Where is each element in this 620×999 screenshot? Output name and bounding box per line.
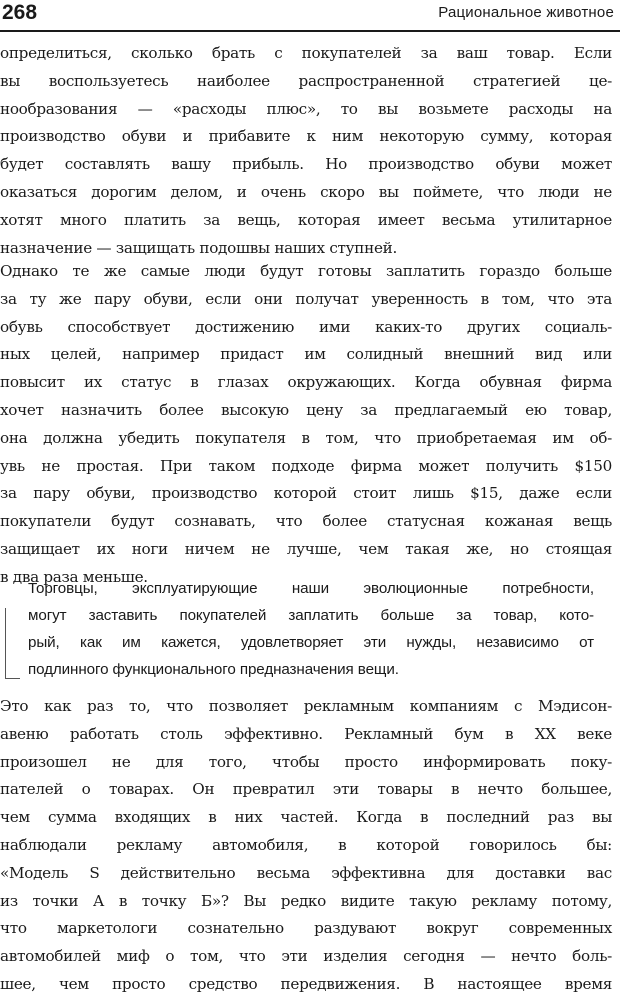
text-line: за ту же пару обуви, если они получат уверенность в том, что эта: [0, 289, 612, 308]
text-line: «Модель S действительно весьма эффективна для доставки вас: [0, 863, 612, 882]
pull-quote-line: рый, как им кажется, удовлетворяет эти нужды, независимо от: [28, 634, 594, 651]
text-line: нообразования — «расходы плюс», то вы возьмете расходы на: [0, 99, 612, 118]
running-title: Рациональное животное: [438, 4, 614, 21]
text-line: пателей о товарах. Он превратил эти товары в нечто большее,: [0, 780, 612, 799]
body-paragraph-2: [0, 258, 612, 592]
text-line: определиться, сколько брать с покупателей за ваш товар. Если: [0, 44, 612, 62]
pull-quote: [28, 575, 594, 683]
text-line: обувь способствует достижению ими каких-то других социаль-: [0, 317, 612, 336]
text-line: авеню работать столь эффективно. Рекламный бум в XX веке: [0, 724, 612, 743]
text-line: автомобилей миф о том, что эти изделия сегодня — нечто боль-: [0, 947, 612, 966]
body-paragraph-1: [0, 40, 612, 262]
callout-margin-rule: [5, 608, 6, 678]
text-line: оказаться дорогим делом, и очень скоро вы поймете, что люди не: [0, 182, 612, 201]
text-line: произошел не для того, чтобы просто информировать поку-: [0, 752, 612, 771]
body-paragraph-3: [0, 693, 612, 999]
text-line: покупатели будут сознавать, что более статусная кожаная вещь: [0, 512, 612, 531]
text-line: ных целей, например придаст им солидный внешний вид или: [0, 345, 612, 364]
text-line: увь не простая. При таком подходе фирма может получить $150: [0, 456, 612, 475]
text-line: защищает их ноги ничем не лучше, чем такая же, но стоящая: [0, 539, 612, 558]
text-line: что маркетологи сознательно раздувают вокруг современных: [0, 919, 612, 938]
text-line: она должна убедить покупателя в том, что приобретаемая им об-: [0, 428, 612, 447]
text-line: хотят много платить за вещь, которая имеет весьма утилитарное: [0, 210, 612, 229]
text-line: производство обуви и прибавите к ним некоторую сумму, которая: [0, 127, 612, 146]
pull-quote-line: подлинного функционального предназначения вещи.: [28, 661, 399, 678]
callout-margin-rule-foot: [5, 678, 20, 679]
text-line: шее, чем просто средство передвижения. В настоящее время: [0, 974, 612, 993]
text-line: назначение — защищать подошвы наших ступней.: [0, 238, 397, 257]
pull-quote-line: могут заставить покупателей заплатить больше за товар, кото-: [28, 607, 594, 624]
page-header: [0, 0, 620, 32]
text-line: хочет назначить более высокую цену за предлагаемый ею товар,: [0, 400, 612, 419]
text-line: за пару обуви, производство которой стоит лишь $15, даже если: [0, 484, 612, 503]
text-line: вы воспользуетесь наиболее распространенной стратегией це-: [0, 71, 612, 90]
text-line: Однако те же самые люди будут готовы заплатить гораздо больше: [0, 262, 612, 280]
text-line: будет составлять вашу прибыль. Но производство обуви может: [0, 155, 612, 174]
pull-quote-line: Торговцы, эксплуатирующие наши эволюционные потребности,: [28, 580, 594, 597]
text-line: из точки А в точку Б»? Вы редко видите такую рекламу потому,: [0, 891, 612, 910]
page-number: 268: [2, 1, 38, 24]
text-line: чем сумма входящих в них частей. Когда в последний раз вы: [0, 808, 612, 827]
text-line: наблюдали рекламу автомобиля, в которой говорилось бы:: [0, 835, 612, 854]
text-line: в два раза меньше.: [0, 567, 148, 586]
text-line: повысит их статус в глазах окружающих. Когда обувная фирма: [0, 373, 612, 392]
text-line: Это как раз то, что позволяет рекламным компаниям с Мэдисон-: [0, 697, 612, 715]
